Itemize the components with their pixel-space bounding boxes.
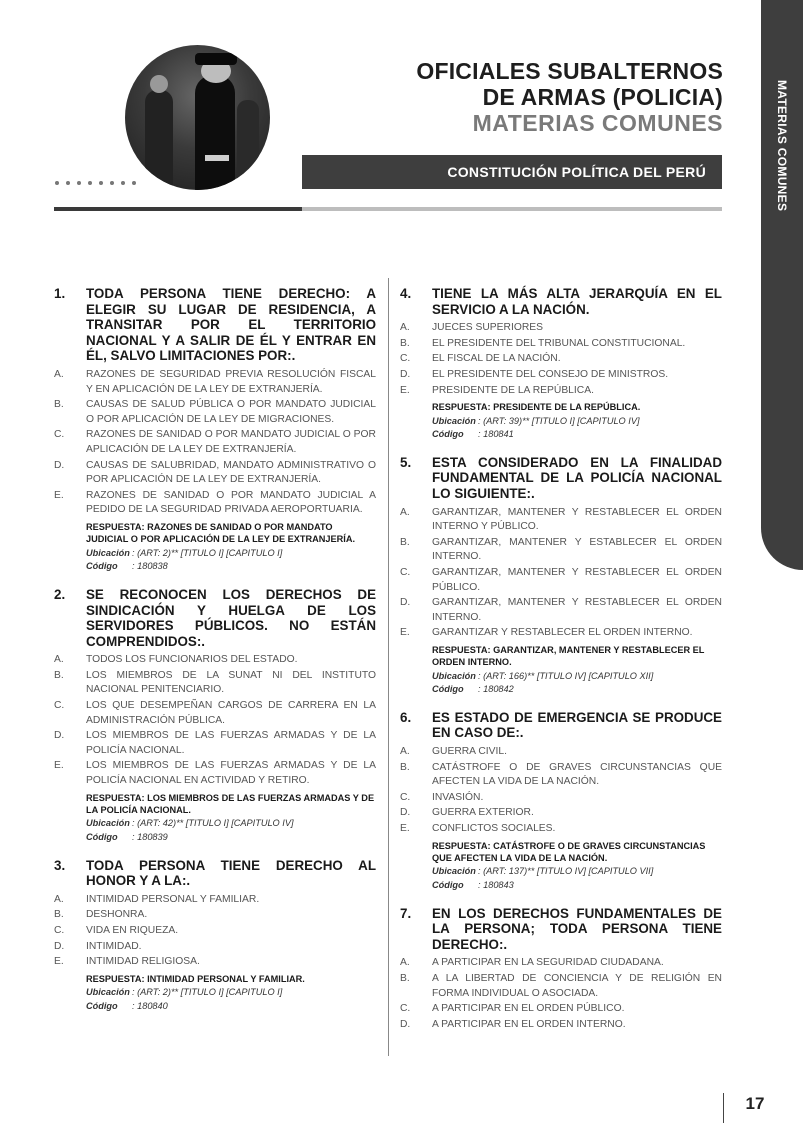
location-value: : (ART: 137)** [TITULO IV] [CAPITULO VII] [478,866,654,877]
option-letter: A. [400,322,410,334]
question-text: TODA PERSONA TIENE DERECHO AL HONOR Y A LA:. [86,857,376,889]
option-letter: B. [54,669,64,681]
title-line-1: OFICIALES SUBALTERNOS [416,58,723,84]
location-label: Ubicación [432,415,476,426]
option-text: CONFLICTOS SOCIALES. [432,823,556,835]
option-text: EL PRESIDENTE DEL CONSEJO DE MINISTROS. [432,368,669,380]
option-letter: A. [54,654,64,666]
question-number: 4. [400,286,412,301]
question-number: 1. [54,286,66,301]
location-line [86,548,376,560]
option-letter: E. [400,384,410,396]
option [400,368,722,383]
option [400,536,722,565]
subject-title: CONSTITUCIÓN POLÍTICA DEL PERÚ [447,164,706,180]
option-letter: B. [400,761,410,773]
option-text: RAZONES DE SANIDAD O POR MANDATO JUDICIAL A PEDIDO DE LA SEGURIDAD PRIVADA AEROPORTUARIA. [86,489,376,516]
option-text: GARANTIZAR, MANTENER Y RESTABLECER EL ORDEN INTERNO Y PÚBLICO. [432,506,722,533]
option [54,759,376,788]
option-text: TODOS LOS FUNCIONARIOS DEL ESTADO. [86,654,298,666]
option-letter: C. [400,791,411,803]
option-letter: C. [400,566,411,578]
option-letter: B. [54,399,64,411]
header-rule-dark [54,207,302,211]
question-text: EN LOS DERECHOS FUNDAMENTALES DE LA PERSONA; TODA PERSONA TIENE DERECHO:. [432,905,722,952]
code-value: : 180841 [478,429,514,440]
option-letter: E. [54,956,64,968]
option [54,729,376,758]
code-line [86,832,376,844]
answer: RESPUESTA: LOS MIEMBROS DE LAS FUERZAS ARMADAS Y DE LA POLICÍA NACIONAL. [86,792,375,816]
option [400,321,722,336]
option [54,428,376,457]
option-letter: A. [400,506,410,518]
option-letter: D. [54,730,65,742]
location-value: : (ART: 2)** [TITULO I] [CAPITULO I] [132,547,283,558]
option-letter: C. [400,353,411,365]
code-line [432,880,722,892]
option [400,791,722,806]
location-value: : (ART: 42)** [TITULO I] [CAPITULO IV] [132,818,294,829]
option-letter: D. [400,807,411,819]
option-text: EL FISCAL DE LA NACIÓN. [432,353,561,365]
location-label: Ubicación [432,670,476,681]
option [400,761,722,790]
option-text: GARANTIZAR, MANTENER Y RESTABLECER EL ORDEN INTERNO. [432,597,722,623]
option [400,1002,722,1017]
question-number: 2. [54,586,66,602]
header-rule-light [302,207,722,211]
location-line [432,671,722,683]
option [400,506,722,535]
answer: RESPUESTA: PRESIDENTE DE LA REPÚBLICA. [432,402,641,413]
location-label: Ubicación [86,818,130,829]
code-line [86,1001,376,1013]
title-line-2: DE ARMAS (POLICIA) [482,84,723,110]
option [54,699,376,728]
code-value: : 180838 [132,561,168,572]
option-text: GARANTIZAR Y RESTABLECER EL ORDEN INTERNO. [432,627,693,639]
page-number-rule [723,1093,724,1123]
location-line [86,987,376,999]
code-label: Código [86,561,118,572]
option [400,596,722,625]
option-text: JUECES SUPERIORES [432,322,544,334]
option-text: PRESIDENTE DE LA REPÚBLICA. [432,384,594,396]
option-letter: D. [400,368,411,380]
option-letter: A. [54,368,64,380]
option [400,352,722,367]
option-letter: B. [400,337,410,349]
option-letter: C. [400,1003,411,1015]
page-title [416,58,723,136]
option-text: CAUSAS DE SALUBRIDAD, MANDATO ADMINISTRATIVO O POR APLICACIÓN DE LA LEY DE EXTRANJERÍA. [86,459,376,486]
question-number: 7. [400,905,412,921]
question-7 [400,906,722,1033]
option-text: INTIMIDAD PERSONAL Y FAMILIAR. [86,893,260,905]
option [400,745,722,760]
question-text: ES ESTADO DE EMERGENCIA SE PRODUCE EN CASO DE:. [432,709,722,741]
option-letter: D. [54,459,65,471]
option-text: CATÁSTROFE O DE GRAVES CIRCUNSTANCIAS QUE AFECTEN LA VIDA DE LA NACIÓN. [432,761,722,788]
location-label: Ubicación [86,987,130,998]
option-text: INTIMIDAD. [86,940,142,952]
option-text: VIDA EN RIQUEZA. [86,925,179,936]
option [54,653,376,668]
side-tab-label: MATERIAS COMUNES [775,80,789,212]
code-label: Código [432,880,464,891]
option [400,806,722,821]
code-value: : 180840 [132,1000,168,1011]
question-text: ESTA CONSIDERADO EN LA FINALIDAD FUNDAMENTAL DE LA POLICÍA NACIONAL LO SIGUIENTE:. [432,454,722,501]
code-label: Código [432,429,464,440]
option-text: LOS MIEMBROS DE LAS FUERZAS ARMADAS Y DE LA POLICÍA NACIONAL EN ACTIVIDAD Y RETIRO. [86,760,376,787]
option-text: GARANTIZAR, MANTENER Y RESTABLECER EL ORDEN PÚBLICO. [432,566,722,593]
location-line [432,866,722,878]
option [400,626,722,641]
option [54,398,376,427]
option-text: A PARTICIPAR EN EL ORDEN INTERNO. [432,1018,626,1030]
option [400,822,722,837]
code-line [432,429,722,441]
answer: RESPUESTA: GARANTIZAR, MANTENER Y RESTABLECER EL ORDEN INTERNO. [432,644,705,668]
question-number: 6. [400,709,412,725]
option [400,1018,722,1033]
question-4 [400,286,722,441]
location-label: Ubicación [432,866,476,877]
option [54,489,376,518]
answer: RESPUESTA: INTIMIDAD PERSONAL Y FAMILIAR. [86,973,305,984]
question-2 [54,587,376,844]
question-1 [54,286,376,573]
question-5 [400,455,722,696]
question-number: 3. [54,857,66,873]
code-label: Código [86,1000,118,1011]
option-letter: C. [54,700,65,712]
answer: RESPUESTA: RAZONES DE SANIDAD O POR MANDATO JUDICIAL O POR APLICACIÓN DE LA LEY DE EXTRANJERÍA. [86,521,356,545]
option-letter: D. [400,597,411,609]
header-photo [125,45,270,190]
option [54,893,376,908]
option-text: LOS QUE DESEMPEÑAN CARGOS DE CARRERA EN LA ADMINISTRACIÓN PÚBLICA. [86,700,376,726]
page-number: 17 [745,1094,765,1113]
option-text: A PARTICIPAR EN LA SEGURIDAD CIUDADANA. [432,957,664,969]
question-text: TODA PERSONA TIENE DERECHO: A ELEGIR SU LUGAR DE RESIDENCIA, A TRANSITAR POR EL TERRITORIO NACIONAL Y A SALIR DE ÉL Y ENTRAR EN ÉL, SALVO LIMITACIONES POR:. [86,286,376,364]
left-column [54,286,376,1026]
option-text: EL PRESIDENTE DEL TRIBUNAL CONSTITUCIONAL. [432,337,686,349]
option-letter: E. [54,489,64,501]
option-letter: A. [400,957,410,969]
option-letter: E. [400,627,410,639]
option-text: LOS MIEMBROS DE LAS FUERZAS ARMADAS Y DE LA POLICÍA NACIONAL. [86,730,376,756]
option [400,337,722,352]
option [400,972,722,1001]
option-letter: E. [400,823,410,835]
option [54,908,376,923]
option-text: A LA LIBERTAD DE CONCIENCIA Y DE RELIGIÓN EN FORMA INDIVIDUAL O ASOCIADA. [432,973,722,999]
location-line [432,416,722,428]
option-letter: B. [400,536,410,548]
option [400,566,722,595]
option-text: GUERRA CIVIL. [432,746,507,758]
location-value: : (ART: 39)** [TITULO I] [CAPITULO IV] [478,415,640,426]
option-letter: C. [54,429,65,441]
option [54,924,376,939]
location-value: : (ART: 166)** [TITULO IV] [CAPITULO XII] [478,670,654,681]
option-text: GARANTIZAR, MANTENER Y ESTABLECER EL ORDEN INTERNO. [432,536,722,563]
option-letter: B. [400,973,410,984]
title-line-3: MATERIAS COMUNES [472,110,723,136]
option-text: RAZONES DE SEGURIDAD PREVIA RESOLUCIÓN FISCAL Y EN APLICACIÓN DE LA LEY DE EXTRANJERÍA. [86,368,376,395]
decorative-dots [54,180,144,186]
code-label: Código [86,832,118,843]
question-text: SE RECONOCEN LOS DERECHOS DE SINDICACIÓN Y HUELGA DE LOS SERVIDORES PÚBLICOS. NO ESTÁN COMPRENDIDOS:. [86,586,376,649]
code-value: : 180842 [478,684,514,695]
option [54,368,376,397]
location-line [86,818,376,830]
column-divider [388,278,389,1056]
option-text: GUERRA EXTERIOR. [432,807,534,819]
option-text: RAZONES DE SANIDAD O POR MANDATO JUDICIAL O POR APLICACIÓN DE LA LEY DE EXTRANJERÍA. [86,429,376,455]
option [54,669,376,698]
location-label: Ubicación [86,547,130,558]
code-value: : 180843 [478,880,514,891]
question-number: 5. [400,454,412,470]
subject-banner [302,155,722,189]
option-text: CAUSAS DE SALUD PÚBLICA O POR MANDATO JUDICIAL O POR APLICACIÓN DE LA LEY DE MIGRACIONES. [86,399,376,425]
code-line [432,684,722,696]
option-text: LOS MIEMBROS DE LA SUNAT NI DEL INSTITUTO NACIONAL PENITENCIARIO. [86,669,376,696]
question-6 [400,710,722,892]
question-text: TIENE LA MÁS ALTA JERARQUÍA EN EL SERVICIO A LA NACIÓN. [432,286,722,317]
option [54,940,376,955]
option [54,955,376,970]
option-text: INTIMIDAD RELIGIOSA. [86,956,200,968]
code-value: : 180839 [132,832,168,843]
option-letter: D. [400,1018,411,1030]
option-letter: A. [54,893,64,905]
question-3 [54,858,376,1013]
answer: RESPUESTA: CATÁSTROFE O DE GRAVES CIRCUNSTANCIAS QUE AFECTEN LA VIDA DE LA NACIÓN. [432,840,706,864]
option [54,459,376,488]
option-letter: A. [400,746,410,758]
option-text: DESHONRA. [86,909,148,921]
code-line [86,561,376,573]
option [400,384,722,399]
option-text: INVASIÓN. [432,791,484,803]
right-column [400,286,722,1046]
option-letter: C. [54,925,65,936]
option-letter: E. [54,760,64,772]
side-tab [761,0,803,570]
location-value: : (ART: 2)** [TITULO I] [CAPITULO I] [132,987,283,998]
code-label: Código [432,684,464,695]
option [400,956,722,971]
option-letter: B. [54,909,64,921]
option-letter: D. [54,940,65,952]
option-text: A PARTICIPAR EN EL ORDEN PÚBLICO. [432,1003,625,1015]
